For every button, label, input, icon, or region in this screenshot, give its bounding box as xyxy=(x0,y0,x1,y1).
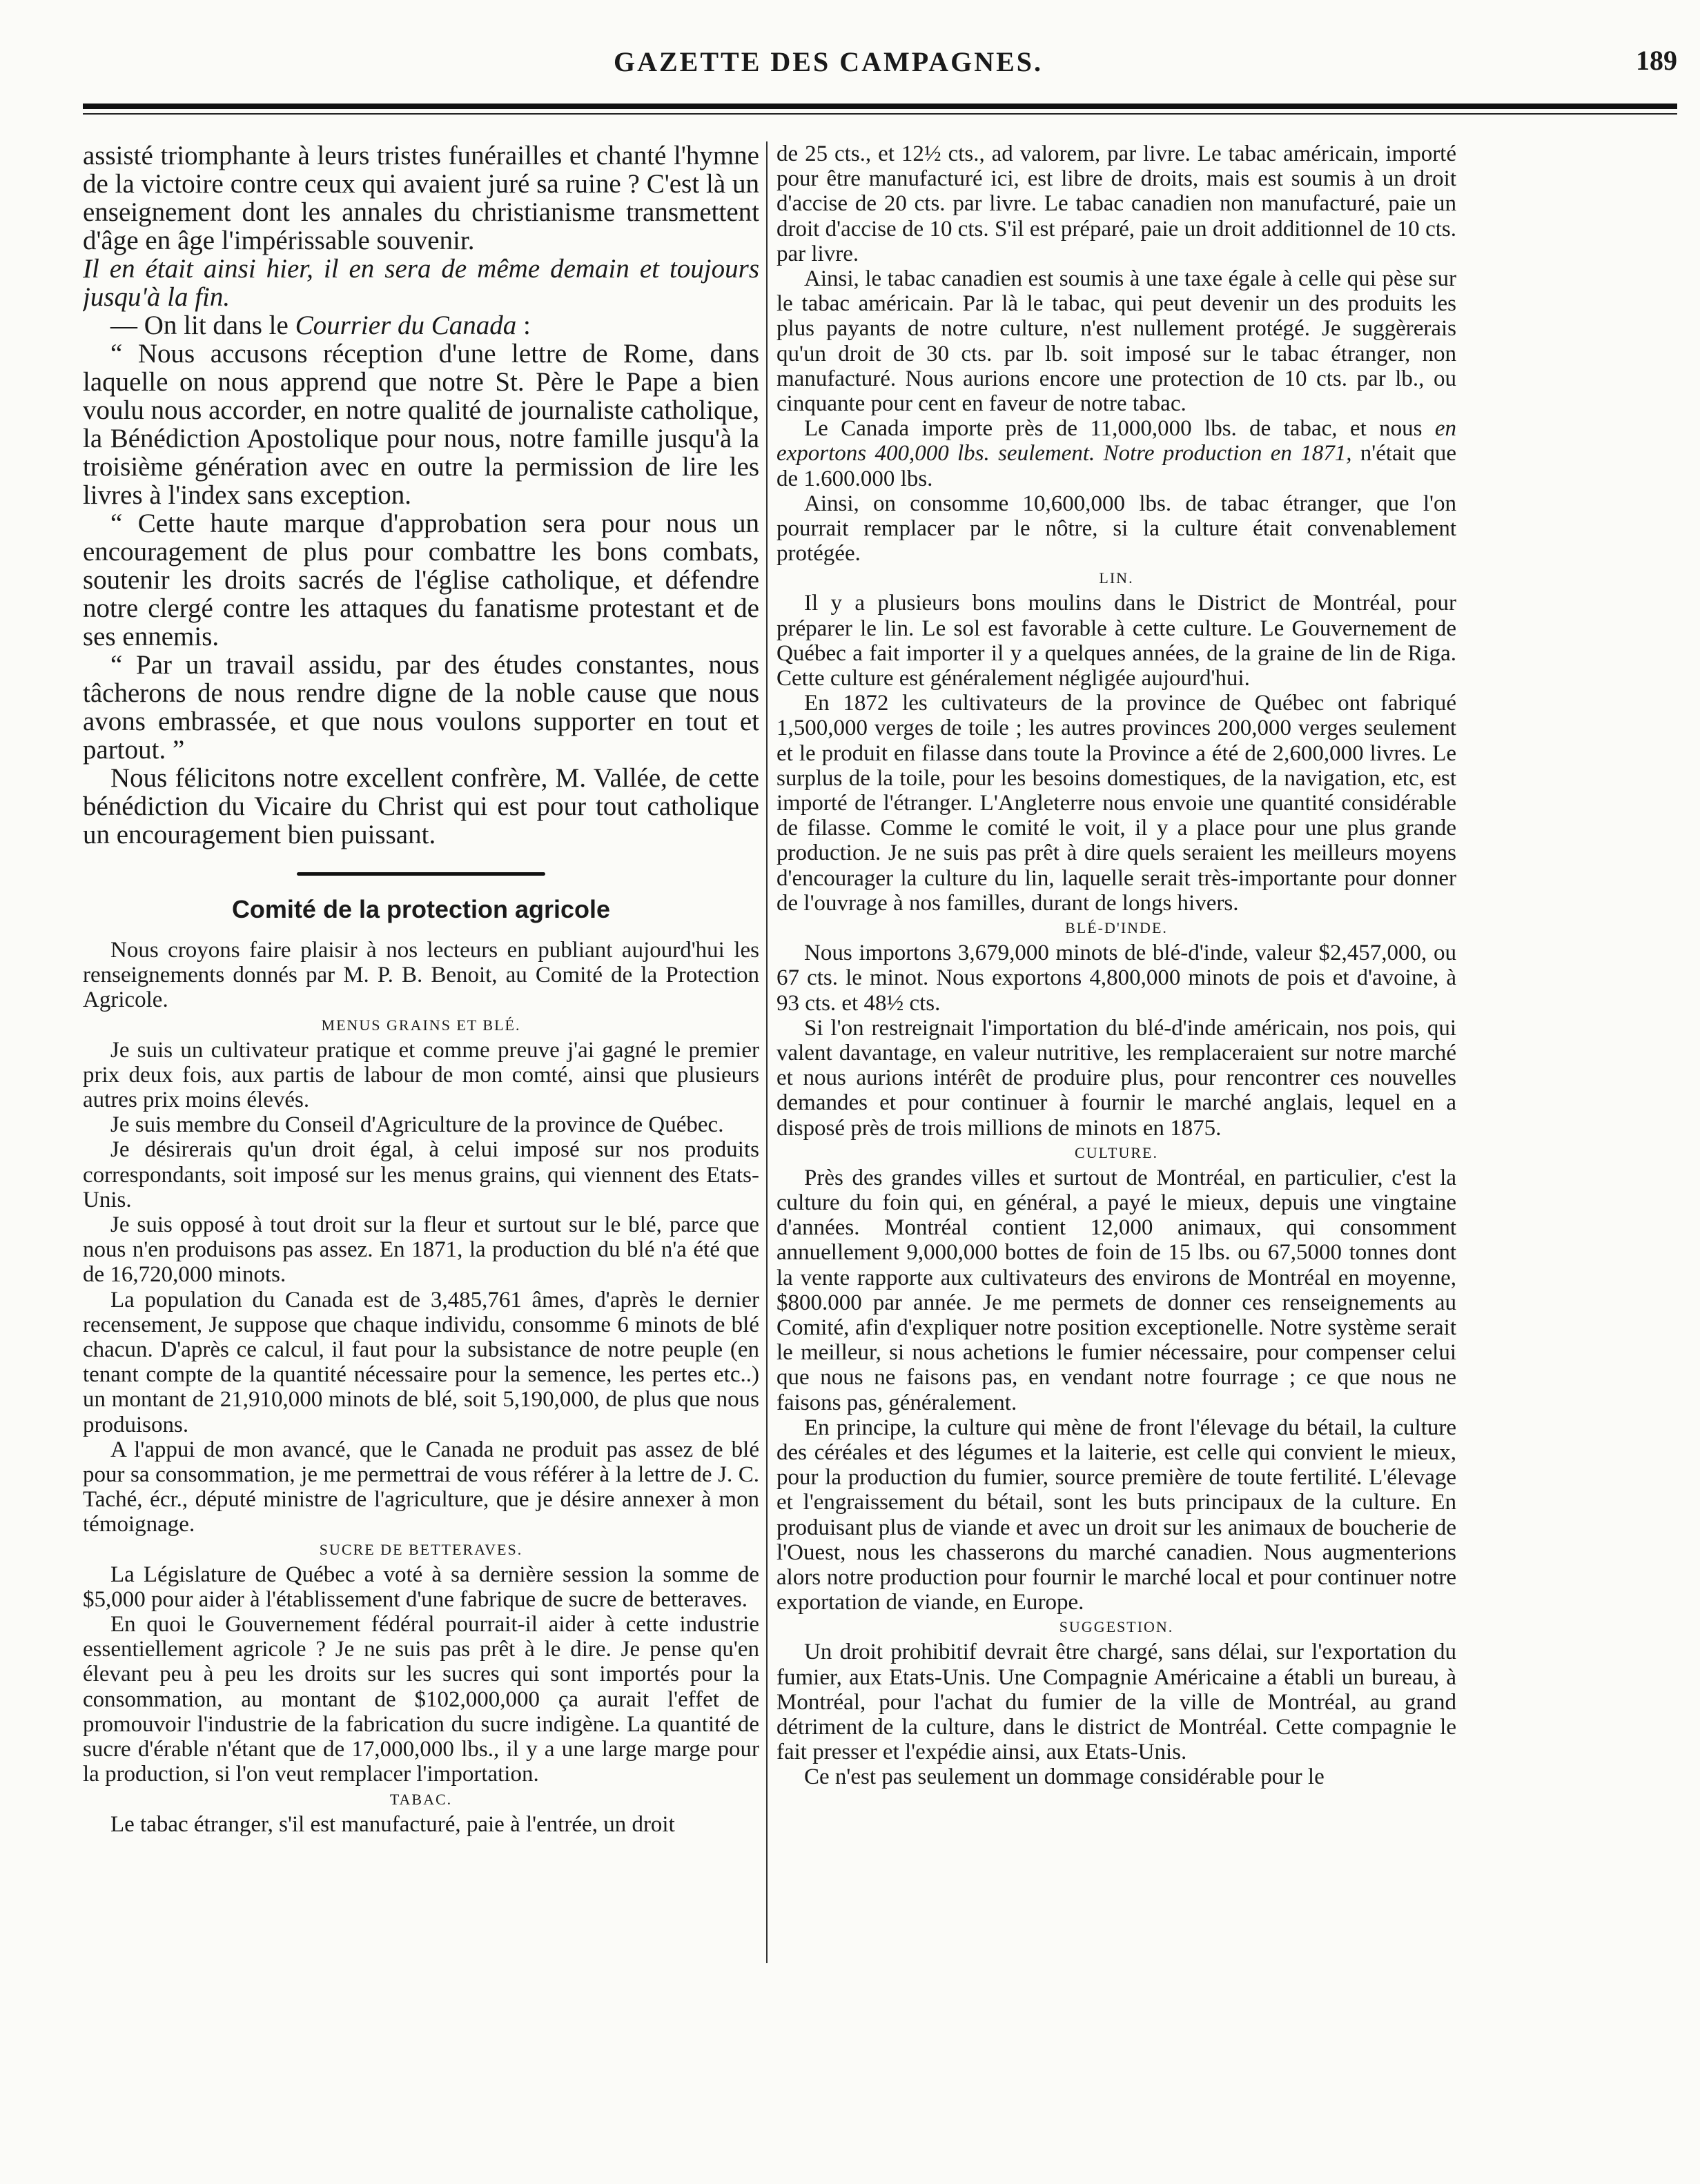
courrier-suffix: : xyxy=(516,311,531,340)
canada-import-suffix: n'était que de 1.600.000 lbs. xyxy=(776,441,1456,491)
body-paragraph: Ainsi, le tabac canadien est soumis à une taxe égale à celle qui pèse sur le tabac américain. Par là le tabac, qui peut devenir un des produits les plus payants de notre culture, n'est nullement protégé. Je suggèrerais qu'un droit de 30 cts. par lb. soit imposé sur le tabac étranger, non manufacturé. Nous aurions encore une protection de 10 cts. par lb., ou cinquante pour cent en faveur de notre tabac. xyxy=(776,266,1456,417)
canada-import-paragraph xyxy=(776,416,1456,491)
subhead-tabac: TABAC. xyxy=(389,1790,453,1808)
page-number: 189 xyxy=(1636,45,1677,76)
header-rule-thin xyxy=(83,113,1677,115)
subhead-suggestion: SUGGESTION. xyxy=(1059,1618,1174,1636)
body-paragraph: A l'appui de mon avancé, que le Canada ne produit pas assez de blé pour sa consommation, je me permettrai de vous référer à la lettre de J. C. Taché, écr., député ministre de l'agriculture, que je désire annexer à mon témoignage. xyxy=(83,1437,759,1537)
body-paragraph: La population du Canada est de 3,485,761 âmes, d'après le dernier recensement, Je suppose que chaque individu, consomme 6 minots de blé chacun. D'après ce calcul, il faut pour la subsistance de notre peuple (en tenant compte de la quantité nécessaire pour la semence, les pertes etc..) un montant de 21,910,000 minots de blé, soit 5,190,000, de plus que nous produisons. xyxy=(83,1287,759,1437)
quote-paragraph: “ Par un travail assidu, par des études constantes, nous tâcherons de nous rendre digne de la noble cause que nous avons embrassée, et que nous voulons supporter en tout et partout. ” xyxy=(83,650,759,765)
quote-paragraph: “ Nous accusons réception d'une lettre de Rome, dans laquelle on nous apprend que notre St. Père le Pape a bien voulu nous accorder, en notre qualité de journaliste catholique, la Bénédiction Apostolique pour nous, notre famille jusqu'à la troisième génération avec en outre la permission de lire les livres à l'index sans exception. xyxy=(83,339,759,510)
body-paragraph: Si l'on restreignait l'importation du blé-d'inde américain, nos pois, qui valent davantage, en valeur nutritive, les remplaceraient sur notre marché et nous aurions intérêt de produire plus, pour rencontrer ces nouvelles demandes et pour continuer à fournir le marché anglais, lequel en a disposé près de trois millions de minots en 1875. xyxy=(776,1015,1456,1141)
body-paragraph: En 1872 les cultivateurs de la province de Québec ont fabriqué 1,500,000 verges de toile ; les autres provinces 200,000 verges seulement et le produit en filasse dans toute la Province a été de 2,600,000 livres. Le surplus de la toile, pour les besoins domestiques, de la navigation, etc, est importé de l'étranger. L'Angleterre nous envoie une quantité considérable de filasse. Comme le comité le voit, il y a place pour une plus grande production. Je ne suis pas prêt à dire quels seraient les meilleurs moyens d'encourager la culture du lin, laquelle serait très-importante pour donner de l'ouvrage à nos familles, durant de longs hivers. xyxy=(776,691,1456,916)
body-paragraph: Je suis un cultivateur pratique et comme preuve j'ai gagné le premier prix deux fois, aux partis de labour de mon comté, ainsi que plusieurs autres prix moins élevés. xyxy=(83,1037,759,1113)
canada-import-italic: en exportons 400,000 lbs. seulement. Notre production en 1871, xyxy=(776,416,1456,466)
quote-paragraph: “ Cette haute marque d'approbation sera pour nous un encouragement de plus pour combattre les bons combats, soutenir les droits sacrés de l'église catholique, et défendre notre clergé contre les attaques du fanatisme protestant et de ses ennemis. xyxy=(83,509,759,651)
courrier-name: Courrier du Canada xyxy=(295,311,517,340)
body-paragraph: Ainsi, on consomme 10,600,000 lbs. de tabac étranger, que l'on pourrait remplacer par le nôtre, si la culture était convenablement protégée. xyxy=(776,491,1456,567)
subhead-ble-inde: BLÉ-D'INDE. xyxy=(1065,919,1168,937)
body-paragraph: En quoi le Gouvernement fédéral pourrait-il aider à cette industrie essentiellement agricole ? Je ne suis pas prêt à le dire. Je pense qu'en élevant peu à peu les droits sur les sucres qui sont importés pour la consommation, au montant de $102,000,000 ça aurait l'effet de promouvoir l'industrie de la fabrication du sucre indigène. La quantité de sucre d'érable n'étant que de 17,000,000 lbs., il y a une large marge pour la production, si l'on veut remplacer l'importation. xyxy=(83,1612,759,1787)
intro-paragraph: assisté triomphante à leurs tristes funérailles et chanté l'hymne de la victoire contre ceux qui avaient juré sa ruine ? C'est là un enseignement dont les annales du christianisme transmettent d'âge en âge l'impérissable souvenir. xyxy=(83,141,759,255)
body-paragraph: La Législature de Québec a voté à sa dernière session la somme de $5,000 pour aider à l'établissement d'une fabrique de sucre de betteraves. xyxy=(83,1562,759,1612)
subhead-sucre: SUCRE DE BETTERAVES. xyxy=(319,1540,523,1558)
body-paragraph: Près des grandes villes et surtout de Montréal, en particulier, c'est la culture du foin qui, en général, a payé le mieux, depuis une vingtaine d'années. Montréal contient 12,000 animaux, qui consomment annuellement 9,000,000 bottes de foin de 15 lbs. ou 67,5000 tonnes dont la vente rapporte aux cultivateurs des environs de Montréal en moyenne, $800.000 par année. Je me permets de donner ces renseignements au Comité, afin d'expliquer notre position exceptionelle. Notre système serait le meilleur, si nous achetions le fumier nécessaire, pour compenser celui que nous ne faisons pas, en vendant notre fourrage ; ce que nous ne faisons pas, généralement. xyxy=(776,1165,1456,1415)
page-header xyxy=(83,43,1677,91)
courrier-intro xyxy=(83,311,759,340)
body-paragraph: Nous importons 3,679,000 minots de blé-d'inde, valeur $2,457,000, ou 67 cts. le minot. Nous exportons 4,800,000 minots de pois et d'avoine, à 93 cts. et 48½ cts. xyxy=(776,941,1456,1016)
quote-paragraph: Nous félicitons notre excellent confrère, M. Vallée, de cette bénédiction du Vicaire du Christ qui est pour tout catholique un encouragement bien puissant. xyxy=(83,763,759,849)
body-paragraph: Je suis membre du Conseil d'Agriculture de la province de Québec. xyxy=(110,1112,724,1138)
body-paragraph: Un droit prohibitif devrait être chargé, sans délai, sur l'exportation du fumier, aux Etats-Unis. Une Compagnie Américaine a établi un bureau, à Montréal, pour l'achat du fumier de la ville de Montréal, au grand détriment de la culture, dans le district de Montréal. Cette compagnie le fait presser et l'expédie ainsi, aux Etats-Unis. xyxy=(776,1640,1456,1765)
left-column xyxy=(83,141,759,2108)
intro-italic-line: Il en était ainsi hier, il en sera de même demain et toujours jusqu'à la fin. xyxy=(83,254,759,312)
body-paragraph: En principe, la culture qui mène de front l'élevage du bétail, la culture des céréales et des légumes et la laiterie, est celle qui convient le mieux, pour la production du fumier, source première de toute fertilité. L'élevage et l'engraissement du bétail, sont les buts principaux de la culture. En produisant plus de viande et avec un droit sur les animaux de boucherie de l'Ouest, nous les chasserons du marché canadien. Nous augmenterions alors notre production pour fournir le marché local et pour continuer notre exportation de viande, en Europe. xyxy=(776,1415,1456,1615)
body-paragraph: Il y a plusieurs bons moulins dans le District de Montréal, pour préparer le lin. Le sol est favorable à cette culture. Le Gouvernement de Québec a fait importer il y a quelques années, de la graine de lin de Riga. Cette culture est généralement négligée aujourd'hui. xyxy=(776,591,1456,691)
section-title: Comité de la protection agricole xyxy=(231,895,611,923)
courrier-prefix: — On lit dans le xyxy=(110,311,295,340)
subhead-lin: LIN. xyxy=(1099,569,1134,587)
subhead-culture: CULTURE. xyxy=(1075,1143,1158,1161)
subhead-menus-grains: MENUS GRAINS ET BLÉ. xyxy=(321,1016,521,1034)
column-divider xyxy=(766,141,768,1963)
body-paragraph: de 25 cts., et 12½ cts., ad valorem, par livre. Le tabac américain, importé pour être manufacturé ici, est libre de droits, mais est soumis à un droit d'accise de 20 cts. par livre. Le tabac canadien non manufacturé, paie un droit d'accise de 10 cts. S'il est préparé, paie un droit additionnel de 10 cts. par livre. xyxy=(776,141,1456,266)
body-paragraph: Je suis opposé à tout droit sur la fleur et surtout sur le blé, parce que nous n'en produisons pas assez. En 1871, la production du blé n'a été que de 16,720,000 minots. xyxy=(83,1212,759,1288)
body-paragraph: Je désirerais qu'un droit égal, à celui imposé sur nos produits correspondants, soit imposé sur les menus grains, qui viennent des Etats-Unis. xyxy=(83,1137,759,1212)
body-paragraph: Ce n'est pas seulement un dommage considérable pour le xyxy=(804,1764,1325,1790)
header-rule-thick xyxy=(83,104,1677,109)
newspaper-title: GAZETTE DES CAMPAGNES. xyxy=(613,46,1043,77)
right-column xyxy=(776,141,1456,2108)
body-paragraph: Le tabac étranger, s'il est manufacturé, paie à l'entrée, un droit xyxy=(110,1811,675,1837)
section-divider xyxy=(297,872,545,876)
section-intro: Nous croyons faire plaisir à nos lecteurs en publiant aujourd'hui les renseignements donnés par M. P. B. Benoit, au Comité de la Protection Agricole. xyxy=(83,938,759,1013)
canada-import-prefix: Le Canada importe près de 11,000,000 lbs. de tabac, et nous xyxy=(804,416,1435,442)
